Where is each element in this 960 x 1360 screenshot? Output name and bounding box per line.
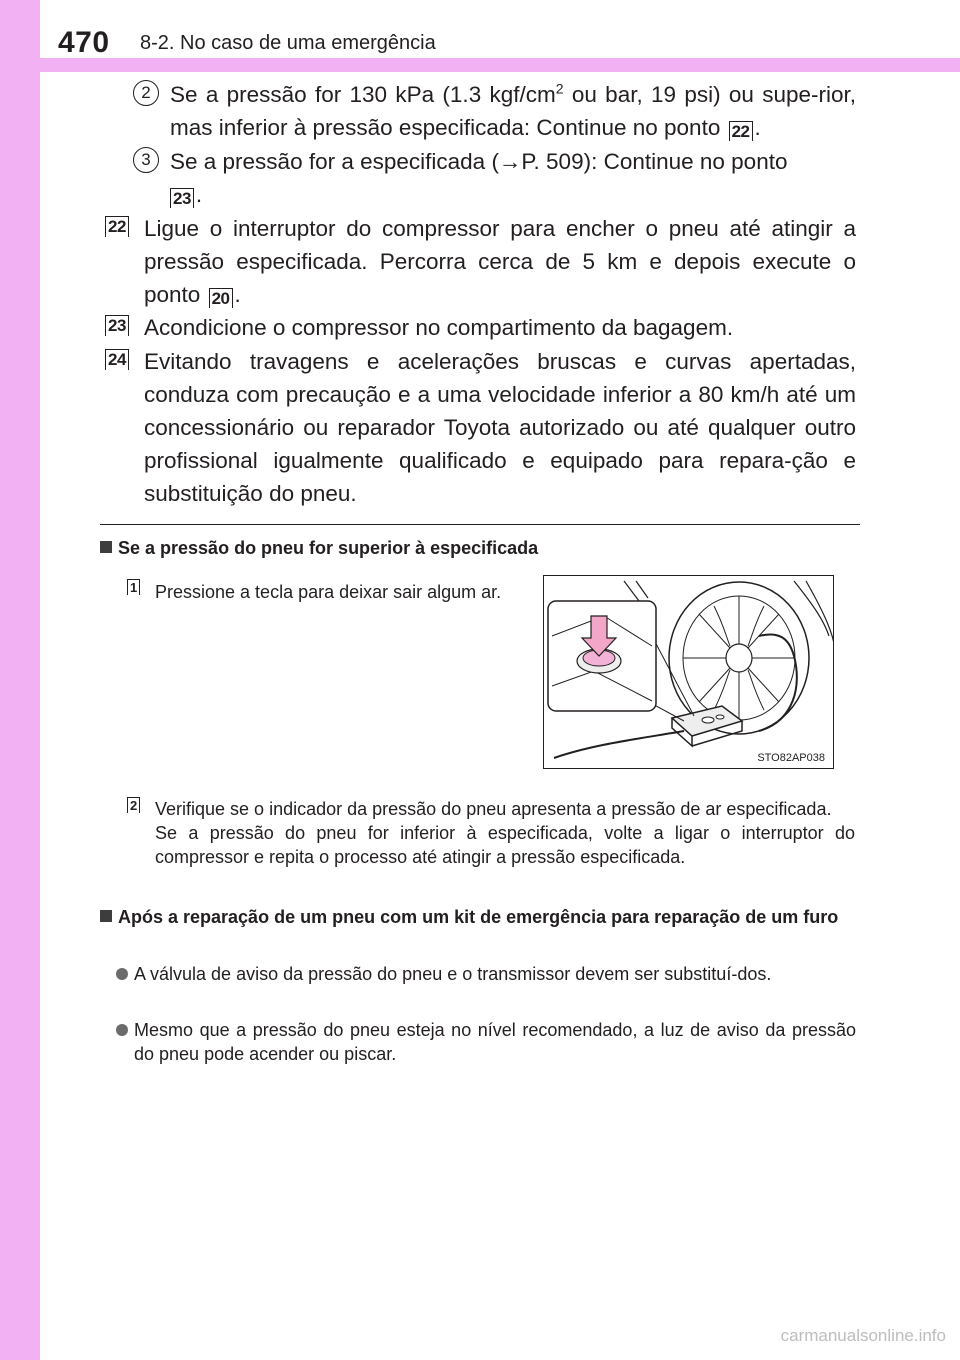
heading-after-repair (100, 905, 860, 929)
bullet-item (116, 1018, 856, 1066)
header-color-rule (40, 58, 960, 72)
compressor-figure (543, 575, 834, 769)
heading-high-pressure-text: Se a pressão do pneu for superior à especificada (118, 538, 539, 558)
item-number-2: 2 (127, 797, 140, 813)
figure-code: STO82AP038 (757, 752, 825, 764)
section-divider (100, 524, 860, 525)
bullet-item (116, 962, 856, 986)
round-bullet-icon (116, 968, 128, 980)
heading-high-pressure (100, 536, 860, 560)
step-ref-box: 22 (729, 121, 753, 141)
step-22-text (144, 212, 856, 311)
step-ref-box: 20 (209, 288, 233, 308)
left-color-band (0, 0, 40, 1360)
period: . (234, 282, 241, 307)
item-2-text (155, 797, 855, 869)
step-number-24: 24 (105, 349, 129, 370)
item-1-text: Pressione a tecla para deixar sair algum ar. (155, 582, 502, 602)
step-23-text: Acondicione o compressor no compartimento da bagagem. (144, 315, 734, 340)
bullet-text: Mesmo que a pressão do pneu esteja no nível recomendado, a luz de aviso da pressão do pneu pode acender ou piscar. (134, 1020, 856, 1064)
heading-after-repair-text: Após a reparação de um pneu com um kit de emergência para reparação de um furo (118, 907, 839, 927)
substep-3-text (170, 145, 856, 211)
substep-3-text-a: Se a pressão for a especificada (→P. 509): Continue no ponto (170, 149, 788, 174)
step-number-22: 22 (105, 216, 129, 237)
bullet-text: A válvula de aviso da pressão do pneu e o transmissor devem ser substituí-dos. (134, 964, 772, 984)
item-2-line-2: Se a pressão do pneu for inferior à especificada, volte a ligar o interruptor do compressor e repita o processo até atingir a pressão especificada. (155, 823, 855, 867)
square-bullet-icon (100, 910, 112, 922)
substep-2-text (170, 78, 856, 144)
square-bullet-icon (100, 541, 112, 553)
superscript: 2 (555, 80, 564, 97)
step-24-text: Evitando travagens e acelerações bruscas e curvas apertadas, conduza com precaução e a uma velocidade inferior a 80 km/h até um concessionário ou reparador Toyota autorizado ou até qualquer outro profissional igualmente qualificado e equipado para repara-ção e substituição do pneu. (144, 349, 856, 506)
tire-compressor-illustration (544, 576, 834, 769)
watermark: carmanualsonline.info (780, 1326, 946, 1345)
step-ref-box: 23 (170, 188, 194, 208)
item-2-line-1: Verifique se o indicador da pressão do pneu apresenta a pressão de ar especificada. (155, 799, 832, 819)
page-number: 470 (58, 26, 110, 59)
period: . (195, 182, 203, 207)
substep-marker-3: 3 (133, 147, 159, 173)
step-22-body: Ligue o interruptor do compressor para encher o pneu até atingir a pressão especificada. Percorra cerca de 5 km e depois execute o ponto (144, 216, 856, 307)
substep-marker-2: 2 (133, 80, 159, 106)
round-bullet-icon (116, 1024, 128, 1036)
section-title: 8-2. No caso de uma emergência (140, 32, 436, 54)
step-number-23: 23 (105, 315, 129, 336)
period: . (754, 115, 761, 140)
substep-2-text-a: Se a pressão for 130 kPa (1.3 kgf/cm (170, 82, 556, 107)
substep-2-text-b: ou bar, 19 psi) ou supe-rior, mas inferior à pressão especificada: Continue no ponto (170, 82, 856, 140)
item-number-1: 1 (127, 579, 140, 595)
